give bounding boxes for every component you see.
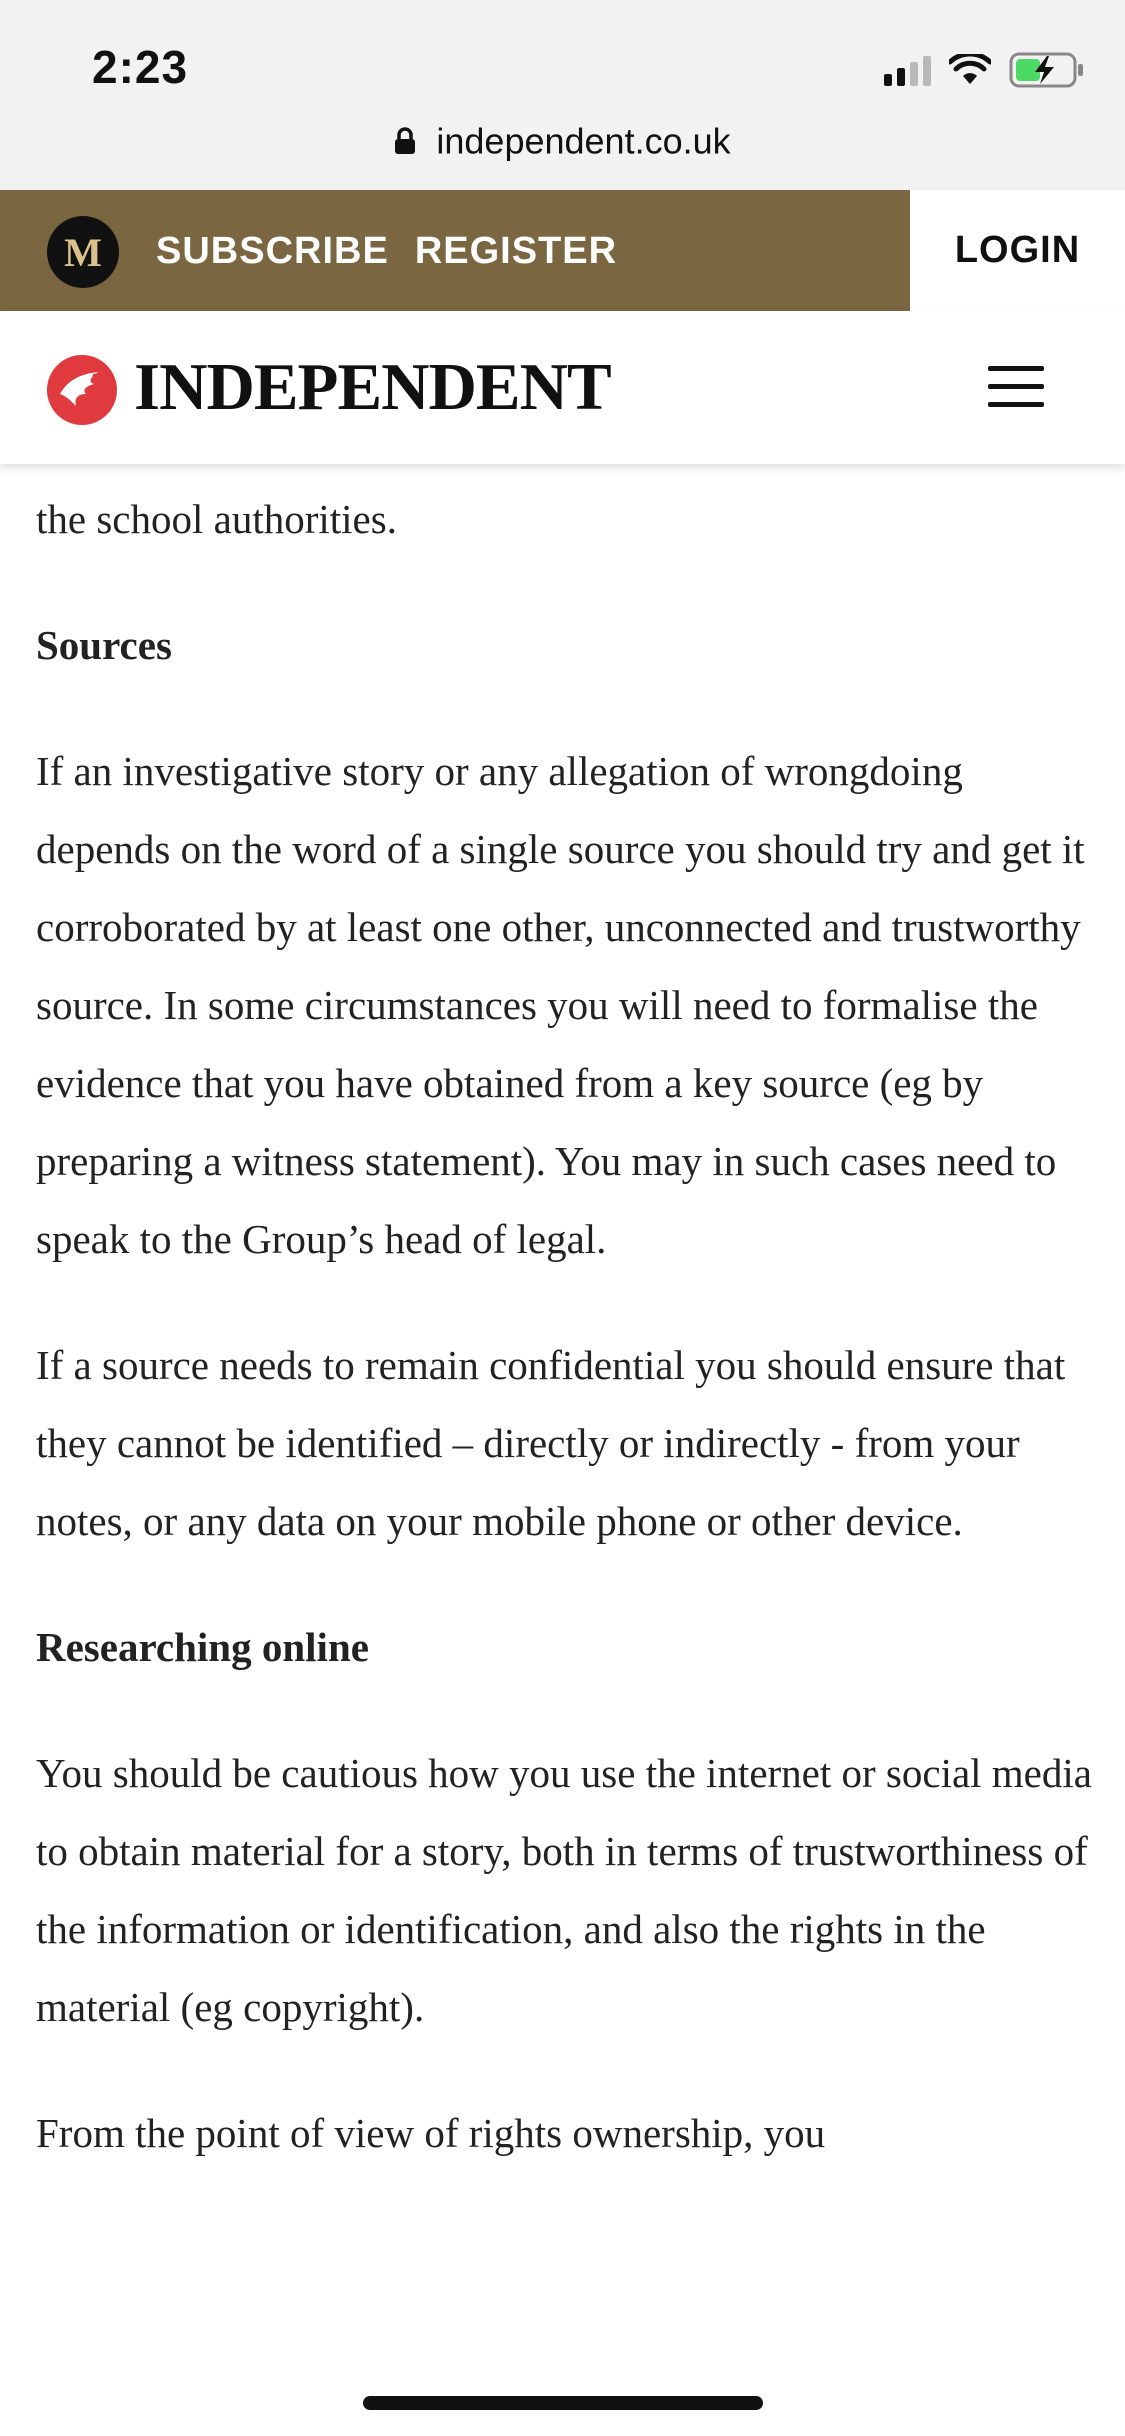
home-indicator[interactable] [363,2396,763,2410]
status-bar [0,0,1125,190]
section-heading: Researching online [36,1624,369,1670]
article-paragraph: From the point of view of rights ownership, you [36,2110,826,2156]
url-text: independent.co.uk [436,120,731,162]
battery-charging-icon [1009,52,1085,88]
membership-logo[interactable]: M [47,216,119,288]
cellular-signal-icon [884,54,931,86]
article-paragraph: If a source needs to remain confidential you should ensure that they cannot be identified – directly or indirectly - from your notes, or any data on your mobile phone or other device. [36,1342,1066,1544]
lock-icon [394,127,416,155]
login-label: LOGIN [954,229,1081,271]
subscription-links [156,230,617,273]
url-bar[interactable] [0,118,1125,162]
wifi-icon [949,54,991,86]
status-icons [884,50,1085,90]
article-paragraph: If an investigative story or any allegation of wrongdoing depends on the word of a single source you should try and get it corroborated by at least one other, unconnected and trustworthy source. In some circumstances you will need to formalise the evidence that you have obtained from a key source (eg by preparing a witness statement). You may in such cases need to speak to the Group’s head of legal. [36,748,1085,1262]
status-time: 2:23 [92,41,189,93]
register-link[interactable]: REGISTER [414,230,618,272]
article-paragraph: the school authorities. [36,496,397,542]
article-paragraph: You should be cautious how you use the internet or social media to obtain material for a story, both in terms of trustworthiness of the information or identification, and also the rights in the material (eg copyright). [36,1750,1092,2030]
eagle-logo-icon[interactable] [46,354,118,426]
hamburger-menu-icon[interactable] [988,366,1044,408]
subscribe-link[interactable]: SUBSCRIBE [156,230,389,272]
masthead [0,311,1125,464]
section-heading: Sources [36,622,172,668]
brand-wordmark[interactable]: INDEPENDENT [134,350,611,424]
article-body [36,480,1096,2220]
login-button[interactable] [910,190,1125,311]
